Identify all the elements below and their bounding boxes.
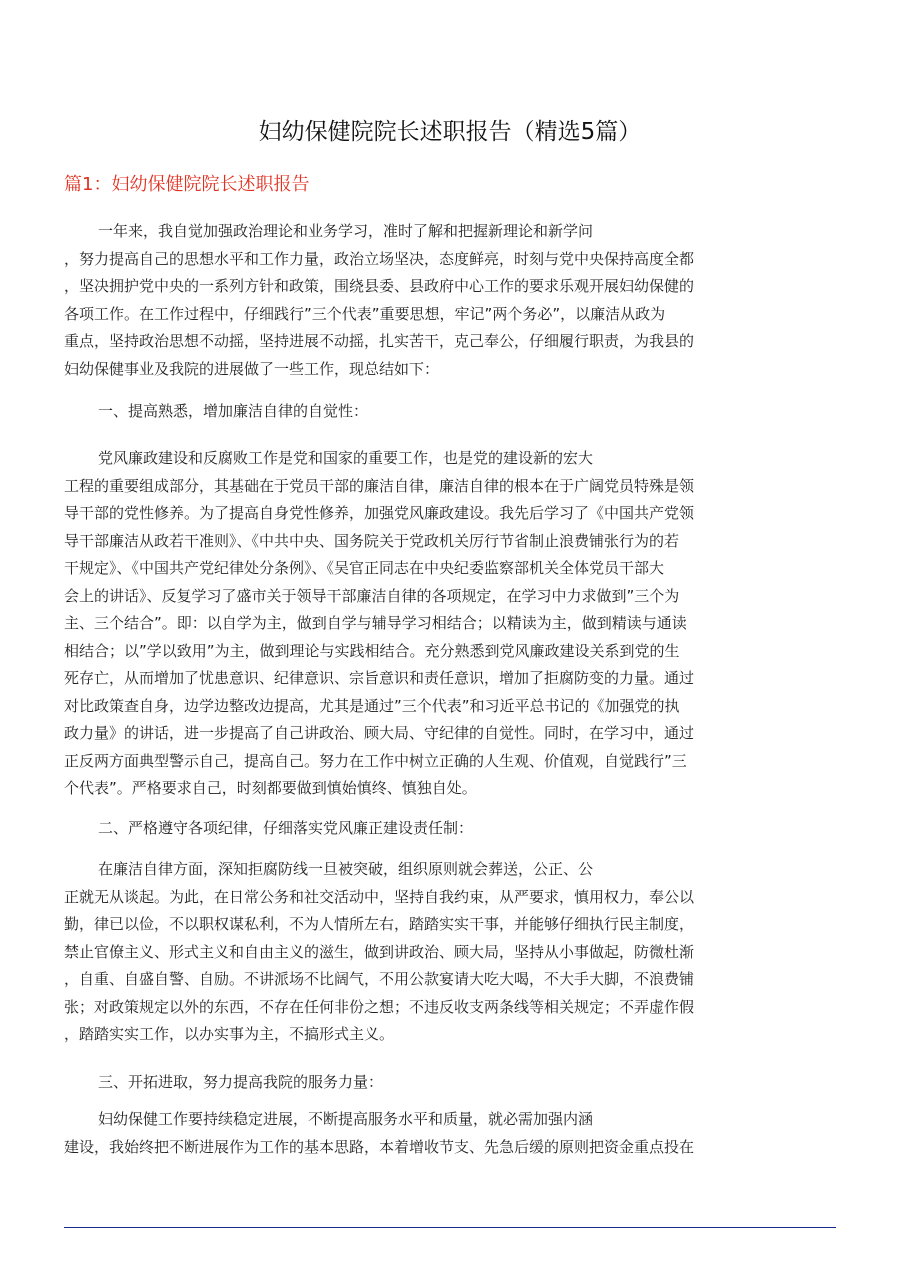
text-line: 重点，坚持政治思想不动摇，坚持进展不动摇，扎实苦干，克己奉公，仔细履行职责，为我县的 — [64, 332, 695, 350]
text-line: 妇幼保健工作要持续稳定进展，不断提高服务水平和质量，就必需加强内涵 — [98, 1110, 594, 1128]
text-line: 张；对政策规定以外的东西，不存在任何非份之想；不违反收支两条线等相关规定；不弄虚作假 — [64, 997, 695, 1016]
text-line: 对比政策查自身，边学边整改边提高，尤其是通过”三个代表”和习近平总书记的《加强党的执 — [64, 696, 680, 715]
section-heading: 篇1：妇幼保健院院长述职报告 — [64, 174, 310, 195]
text-line: 在廉洁自律方面，深知拒腐防线一旦被突破，组织原则就会葬送，公正、公 — [98, 860, 594, 878]
paragraph-intro — [64, 218, 836, 383]
paragraph-3 — [64, 856, 836, 1049]
text-line: 禁止官僚主义、形式主义和自由主义的滋生，做到讲政治、顾大局，坚持从小事做起，防微杜渐 — [64, 942, 695, 961]
subheading-text: 三、开拓进取，努力提高我院的服务力量： — [98, 1073, 384, 1091]
text-line: 工程的重要组成部分，其基础在于党员干部的廉洁自律，廉洁自律的根本在于广阔党员特殊是领 — [64, 476, 695, 495]
text-line: 相结合；以”学以致用”为主，做到理论与实践相结合。充分熟悉到党风廉政建设关系到党的生 — [64, 641, 680, 660]
text-line: ，自重、自盛自警、自励。不讲派场不比阔气，不用公款宴请大吃大喝，不大手大脚，不浪费铺 — [64, 970, 695, 988]
text-line: 导干部的党性修养。为了提高自身党性修养，加强党风廉政建设。我先后学习了《中国共产党领 — [64, 504, 695, 522]
text-line: ，踏踏实实工作，以办实事为主，不搞形式主义。 — [64, 1025, 395, 1043]
text-line: 正反两方面典型警示自己，提高自己。努力在工作中树立正确的人生观、价值观，自觉践行”三 — [64, 751, 687, 770]
text-line: 干规定》、《中国共产党纪律处分条例》、《吴官正同志在中央纪委监察部机关全体党员干部大 — [64, 559, 665, 577]
text-line: 导干部廉洁从政若干准则》、《中共中央、国务院关于党政机关厉行节省制止浪费铺张行为的若 — [64, 531, 680, 550]
text-line: 一年来，我自觉加强政治理论和业务学习，准时了解和把握新理论和新学问 — [98, 222, 594, 240]
subheading-text: 一、提高熟悉，增加廉洁自律的自觉性： — [98, 402, 369, 420]
page-title: 妇幼保健院院长述职报告（精选5篇） — [258, 119, 642, 145]
text-line: 正就无从谈起。为此，在日常公务和社交活动中，坚持自我约束，从严要求，慎用权力，奉公以 — [64, 887, 695, 906]
text-line: 会上的讲话》、反复学习了盛市关于领导干部廉洁自律的各项规定，在学习中力求做到”三个为 — [64, 586, 680, 605]
text-line: 政力量》的讲话，进一步提高了自己讲政治、顾大局、守纪律的自觉性。同时，在学习中，通过 — [64, 724, 695, 742]
paragraph-2 — [64, 445, 836, 803]
text-line: ，努力提高自己的思想水平和工作力量，政治立场坚决，态度鲜亮，时刻与党中央保持高度全都 — [64, 249, 695, 268]
text-line: 个代表”。严格要求自己，时刻都要做到慎始慎终、慎独自处。 — [64, 779, 477, 797]
footer-divider — [64, 1227, 836, 1228]
subheading-text: 二、严格遵守各项纪律，仔细落实党风廉正建设责任制： — [98, 819, 474, 837]
paragraph-4 — [64, 1106, 836, 1161]
text-line: 死存亡，从而增加了忧患意识、纪律意识、宗旨意识和责任意识，增加了拒腐防变的力量。通过 — [64, 669, 695, 687]
subheading-3 — [64, 1069, 836, 1097]
text-line: 建设，我始终把不断进展作为工作的基本思路，本着增收节支、先急后缓的原则把资金重点投在 — [64, 1137, 695, 1156]
text-line: 党风廉政建设和反腐败工作是党和国家的重要工作，也是党的建设新的宏大 — [98, 449, 594, 467]
text-line: 妇幼保健事业及我院的进展做了一些工作，现总结如下： — [64, 359, 440, 378]
subheading-2 — [64, 815, 836, 843]
text-line: ，坚决拥护党中央的一系列方针和政策，围绕县委、县政府中心工作的要求乐观开展妇幼保健的 — [64, 277, 695, 295]
subheading-1 — [64, 398, 836, 426]
text-line: 各项工作。在工作过程中，仔细践行”三个代表”重要思想，牢记”两个务必”，以廉洁从政为 — [64, 304, 666, 323]
text-line: 勤，律已以俭，不以职权谋私利，不为人情所左右，踏踏实实干事，并能够仔细执行民主制度， — [64, 915, 695, 933]
text-line: 主、三个结合”。即：以自学为主，做到自学与辅导学习相结合；以精读为主，做到精读与通读 — [64, 614, 687, 632]
